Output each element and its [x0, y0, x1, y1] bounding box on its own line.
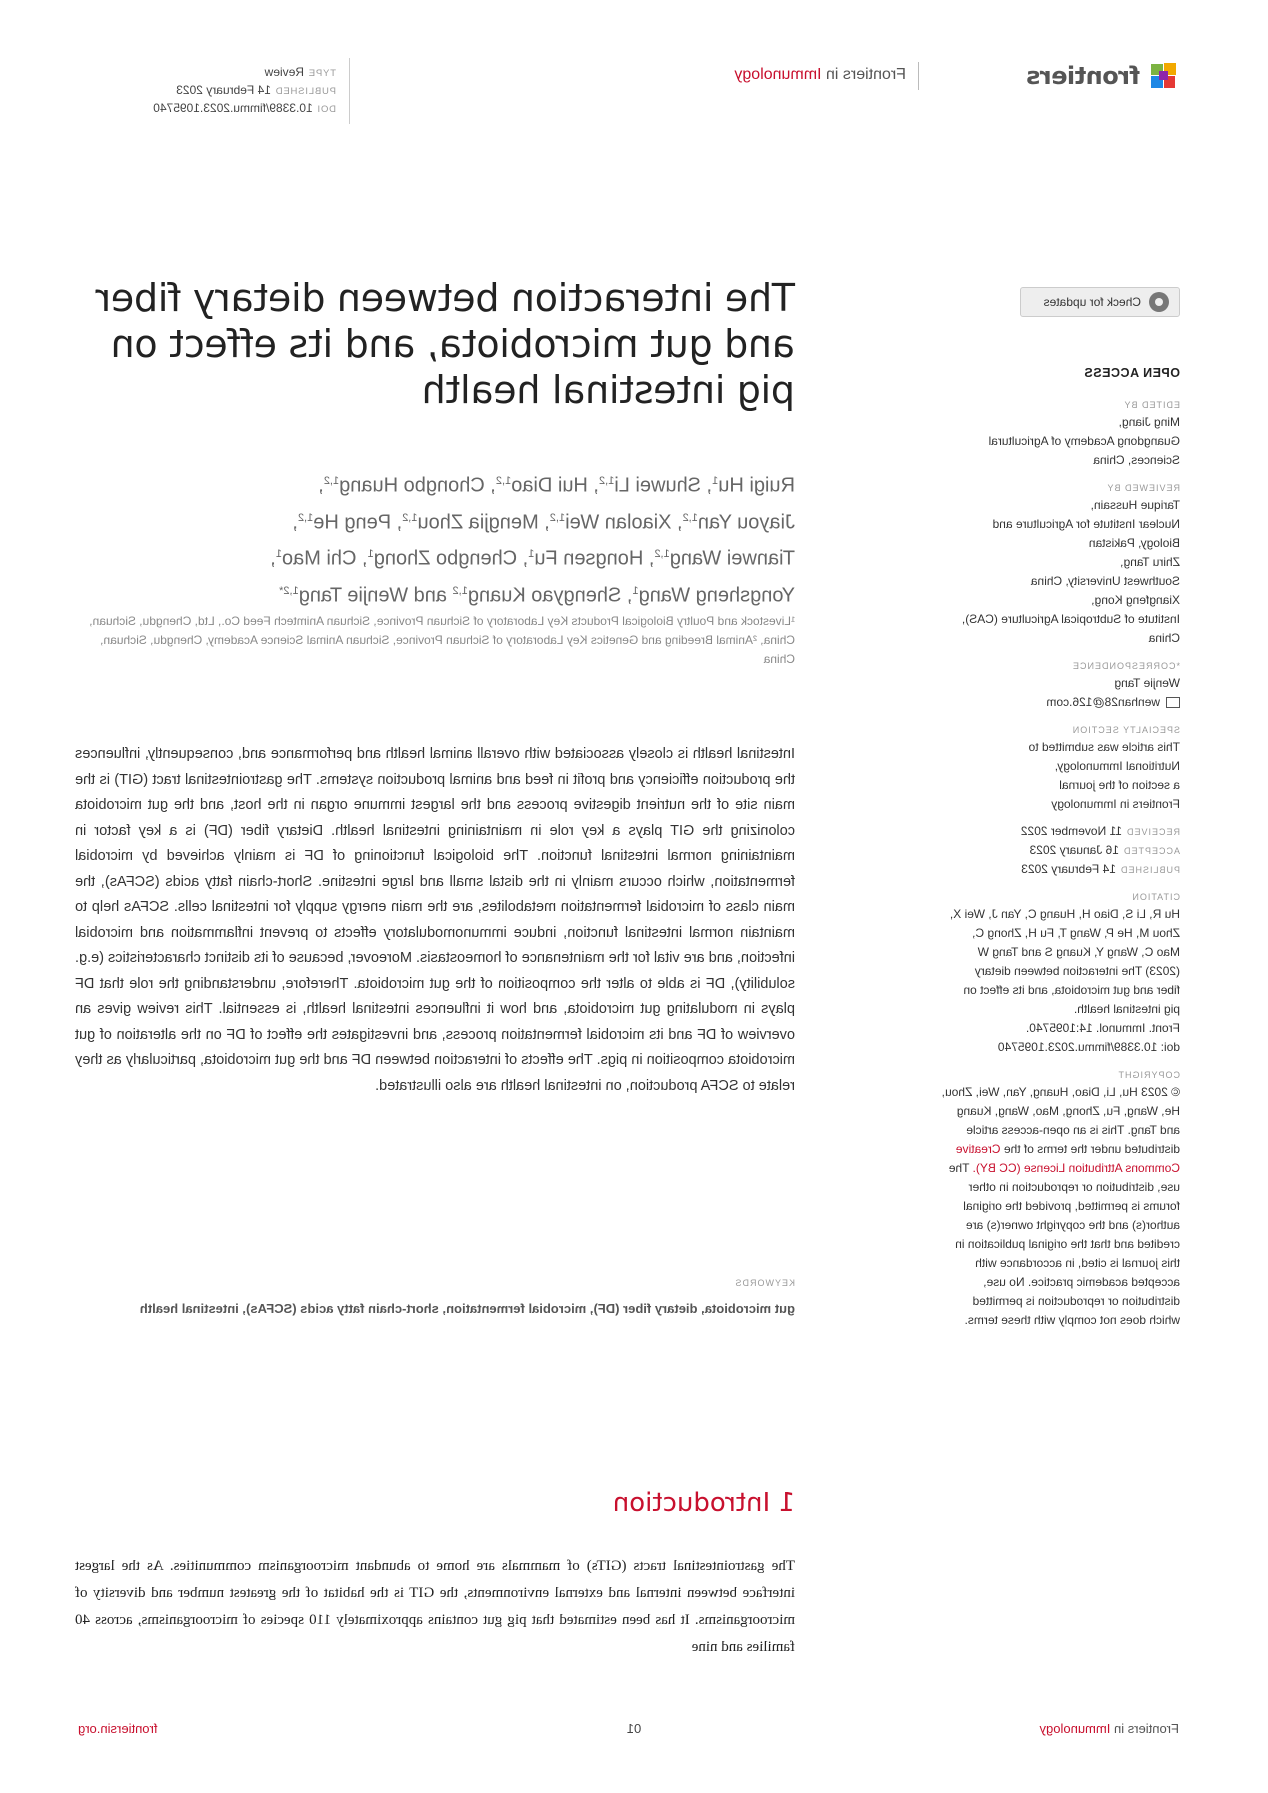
- correspondence-block: [910, 674, 1180, 712]
- copyright-block: [910, 1083, 1180, 1330]
- copyright-line: forums is permitted, provided the original: [963, 1199, 1180, 1213]
- reviewer-line: China: [1148, 631, 1180, 645]
- author-affil: 1: [275, 548, 282, 561]
- author-affil: 1,2: [323, 475, 340, 487]
- page-number: 01: [626, 1721, 642, 1736]
- author-affil: 1,2: [682, 511, 698, 524]
- reviewer-line: Biology, Pakistan: [1088, 536, 1180, 550]
- open-access-label: OPEN ACCESS: [1083, 366, 1180, 380]
- footer-journal-prefix: Frontiers in: [1113, 1721, 1179, 1736]
- specialty-block: [910, 738, 1180, 814]
- doi-label: DOI: [316, 104, 336, 115]
- reviewer-line: Zhiru Tang,: [1120, 555, 1180, 569]
- footer-site-link[interactable]: frontiersin.org: [78, 1721, 158, 1736]
- frontiers-logo[interactable]: [928, 56, 1178, 96]
- author[interactable]: , Hongsen Fu: [534, 547, 655, 570]
- author[interactable]: , Peng He: [313, 511, 403, 534]
- cc-license-link-a[interactable]: Creative: [955, 1142, 1001, 1156]
- published-value: 14 February 2023: [176, 83, 271, 97]
- journal-name[interactable]: [734, 66, 906, 84]
- author-affil: 1,2*: [279, 584, 299, 597]
- journal-prefix: Frontiers in: [825, 66, 906, 83]
- editor-line: Ming Jiang,: [1118, 415, 1180, 429]
- article-meta: [153, 64, 336, 118]
- copyright-line: [910, 1140, 1180, 1159]
- citation-line: Front. Immunol. 14:1095740.: [1025, 1021, 1180, 1035]
- author-affil: 1,2: [549, 511, 566, 524]
- copyright-line: [910, 1159, 1180, 1178]
- doi-value[interactable]: 10.3389/fimmu.2023.1095740: [153, 101, 313, 115]
- edited-by-label: EDITED BY: [1123, 400, 1180, 410]
- author[interactable]: and Wenjie Tang: [298, 584, 453, 607]
- author-list: [75, 465, 795, 612]
- specialty-line: This article was submitted to: [1028, 740, 1180, 754]
- citation-line: Hu R, Li S, Diao H, Huang C, Yan J, Wei X,: [949, 907, 1180, 921]
- correspondence-email[interactable]: wenhan28@126.com: [1046, 695, 1160, 709]
- type-label: TYPE: [307, 68, 336, 79]
- footer-journal[interactable]: [1040, 1721, 1179, 1736]
- meta-divider: [349, 58, 350, 124]
- editor-list: [910, 413, 1180, 470]
- author[interactable]: , Xiaolan Wei: [565, 511, 683, 534]
- copyright-text: distributed under the terms of the: [1003, 1142, 1180, 1156]
- copyright-line: use, distribution or reproduction in other: [968, 1180, 1180, 1194]
- citation-line: doi: 10.3389/fimmu.2023.1095740: [997, 1040, 1180, 1054]
- author[interactable]: , Chengbo Zhong: [373, 547, 529, 570]
- abstract: Intestinal health is closely associated with overall animal health and performance and, consequently, influences the production efficiency and profit in feed and animal production systems. The gastrointestinal tract (GIT) is the main site of the nutrient digestive process and the largest immune organ in the host, and the gut microbiota colonizing the GIT plays a key role in maintaining intestinal health. Dietary fiber (DF) is a key factor in maintaining normal intestinal function. The biological functioning of DF is mainly achieved by microbial fermentation, which occurs mainly in the distal small and large intestine. Short-chain fatty acids (SCFAs), the main class of microbial fermentation metabolites, are the main energy supply for intestinal cells. SCFAs help to maintain normal intestinal function, induce immunomodulatory effects to prevent inflammation and microbial infection, and are vital for the maintenance of homeostasis. Moreover, because of its distinct characteristics (e.g. solubility), DF is able to alter the composition of the gut microbiota. Therefore, understanding the role that DF plays in modulating gut microbiota, and how it influences intestinal health, is essential. This review gives an overview of DF and its microbial fermentation process, and investigates the effect of DF on the alteration of gut microbiota composition in pigs. The effects of interaction between DF and the gut microbiota, particularly as they relate to SCFA production, on intestinal health are also illustrated.: [75, 746, 795, 1094]
- copyright-line: He, Wang, Fu, Zhong, Mao, Wang, Kuang: [956, 1104, 1180, 1118]
- citation-line: fiber and gut microbiota, and its effect on: [963, 983, 1180, 997]
- journal-title: Immunology: [734, 66, 822, 83]
- author[interactable]: , Shengyao Kuang: [467, 584, 633, 607]
- author-affil: 1,2: [402, 511, 418, 524]
- published-label: PUBLISHED: [274, 86, 336, 97]
- copyright-line: this journal is cited, in accordance with: [975, 1256, 1180, 1270]
- updates-icon: [1149, 292, 1169, 312]
- correspondence-name: Wenjie Tang: [1114, 676, 1180, 690]
- specialty-section-label: SPECIALTY SECTION: [1071, 725, 1180, 735]
- article-info-sidebar: [910, 364, 1180, 1330]
- copyright-line: author(s) and the copyright owner(s) are: [965, 1218, 1180, 1232]
- copyright-line: distribution or reproduction is permitted: [972, 1294, 1180, 1308]
- author-sep: ,: [292, 511, 298, 534]
- reviewer-line: Southwest University, China: [1030, 574, 1180, 588]
- type-value: Review: [264, 65, 304, 79]
- mail-icon: [1166, 697, 1180, 708]
- article-title: The interaction between dietary fiber and gut microbiota, and its effect on pig intestinal health: [95, 276, 795, 412]
- reviewed-by-label: REVIEWED BY: [1106, 483, 1180, 493]
- received-label: RECEIVED: [1125, 827, 1180, 837]
- dates-block: [910, 822, 1180, 879]
- author-affil: 1: [528, 548, 535, 561]
- author[interactable]: Jiayou Yan: [697, 511, 795, 534]
- correspondence-label: *CORRESPONDENCE: [1071, 661, 1180, 671]
- copyright-label: COPYRIGHT: [1117, 1070, 1180, 1080]
- correspondence-email-row[interactable]: [910, 693, 1180, 712]
- affiliations: ¹Livestock and Poultry Biological Products Key Laboratory of Sichuan Province, Sichuan Animtech Feed Co., Ltd, Chengdu, Sichuan, China, ²Animal Breeding and Genetics Key Laboratory of Sichuan Province, Sichuan Animal Science Academy, Chengdu, Sichuan, China: [89, 614, 795, 666]
- reviewer-list: [910, 496, 1180, 648]
- keywords-label: KEYWORDS: [734, 1278, 795, 1288]
- editor-line: Guangdong Academy of Agricultural: [988, 434, 1180, 448]
- specialty-line: Frontiers in Immunology: [1051, 797, 1180, 811]
- editor-line: Sciences, China: [1093, 453, 1180, 467]
- copyright-line: and Tang. This is an open-access article: [966, 1123, 1180, 1137]
- author[interactable]: , Mengjia Zhou: [417, 511, 550, 534]
- author-affil: 1: [712, 475, 719, 487]
- footer-journal-name: Immunology: [1039, 1721, 1111, 1736]
- check-for-updates-button[interactable]: [1020, 287, 1180, 317]
- specialty-line: a section of the journal: [1059, 778, 1180, 792]
- citation-line: pig intestinal health.: [1073, 1002, 1180, 1016]
- reviewer-line: Nuclear Institute for Agriculture and: [992, 517, 1180, 531]
- check-for-updates-label: Check for updates: [1043, 295, 1141, 309]
- reviewer-line: Tarique Hussain,: [1090, 498, 1180, 512]
- copyright-text: The: [948, 1161, 970, 1175]
- accepted-date: 16 January 2023: [1029, 843, 1119, 857]
- keywords: gut microbiota, dietary fiber (DF), microbial fermentation, short-chain fatty acids (SCFAs), intestinal health: [139, 1301, 795, 1316]
- introduction-heading: 1 Introduction: [612, 1488, 795, 1518]
- specialty-line: Nutritional Immunology,: [1054, 759, 1180, 773]
- author[interactable]: , Shuwei Li: [614, 474, 713, 497]
- reviewer-line: Xiangfeng Kong,: [1091, 593, 1180, 607]
- published-label: PUBLISHED: [1119, 865, 1180, 875]
- author-affil: 1,2: [599, 475, 615, 487]
- author-affil: 1,2: [452, 584, 468, 597]
- reviewer-line: Institute of Subtropical Agriculture (CAS),: [961, 612, 1180, 626]
- copyright-line: credited and that the original publication in: [955, 1237, 1180, 1251]
- author-affil: 1: [632, 584, 639, 597]
- author-affil: 1,2: [495, 475, 512, 487]
- published-date: 14 February 2023: [1021, 862, 1116, 876]
- copyright-line: © 2023 Hu, Li, Diao, Huang, Yan, Wei, Zhou,: [941, 1085, 1180, 1099]
- author-affil: 1,2: [297, 511, 314, 524]
- citation-block: [910, 905, 1180, 1057]
- accepted-label: ACCEPTED: [1122, 846, 1180, 856]
- header-divider: [918, 62, 919, 90]
- copyright-line: which does not comply with these terms.: [964, 1313, 1180, 1327]
- author-sep: ,: [270, 547, 276, 570]
- citation-line: (2023) The interaction between dietary: [974, 964, 1180, 978]
- copyright-line: accepted academic practice. No use,: [983, 1275, 1180, 1289]
- citation-label: CITATION: [1131, 892, 1180, 902]
- author[interactable]: , Hui Diao: [511, 474, 600, 497]
- brand-name: frontiers: [1026, 62, 1140, 90]
- author-affil: 1,2: [654, 548, 670, 561]
- cc-license-link-b[interactable]: Commons Attribution License (CC BY).: [972, 1161, 1180, 1175]
- citation-line: Zhou M, He P, Wang T, Fu H, Zhong C,: [972, 926, 1180, 940]
- introduction-text: The gastrointestinal tracts (GITs) of mammals are home to abundant microorganism communities. As the largest interface between internal and external environments, the GIT is the habitat of the greatest number and diversity of microorganisms. It has been estimated that pig gut contains approximately 110 species of microorganisms, across 40 families and nine: [75, 1558, 795, 1655]
- author-affil: 1: [367, 548, 374, 561]
- author[interactable]: Ruigi Hu: [718, 474, 795, 497]
- received-date: 11 November 2022: [1020, 824, 1122, 838]
- citation-line: Mao C, Wang Y, Kuang S and Tang W: [977, 945, 1180, 959]
- author[interactable]: , Chongbo Huang: [339, 474, 496, 497]
- author[interactable]: , Chi Mao: [281, 547, 368, 570]
- frontiers-logo-icon: [1148, 61, 1178, 91]
- author[interactable]: Tianwei Wang: [669, 547, 795, 570]
- author[interactable]: Yongsheng Wang: [638, 584, 795, 607]
- author-sep: ,: [318, 474, 324, 497]
